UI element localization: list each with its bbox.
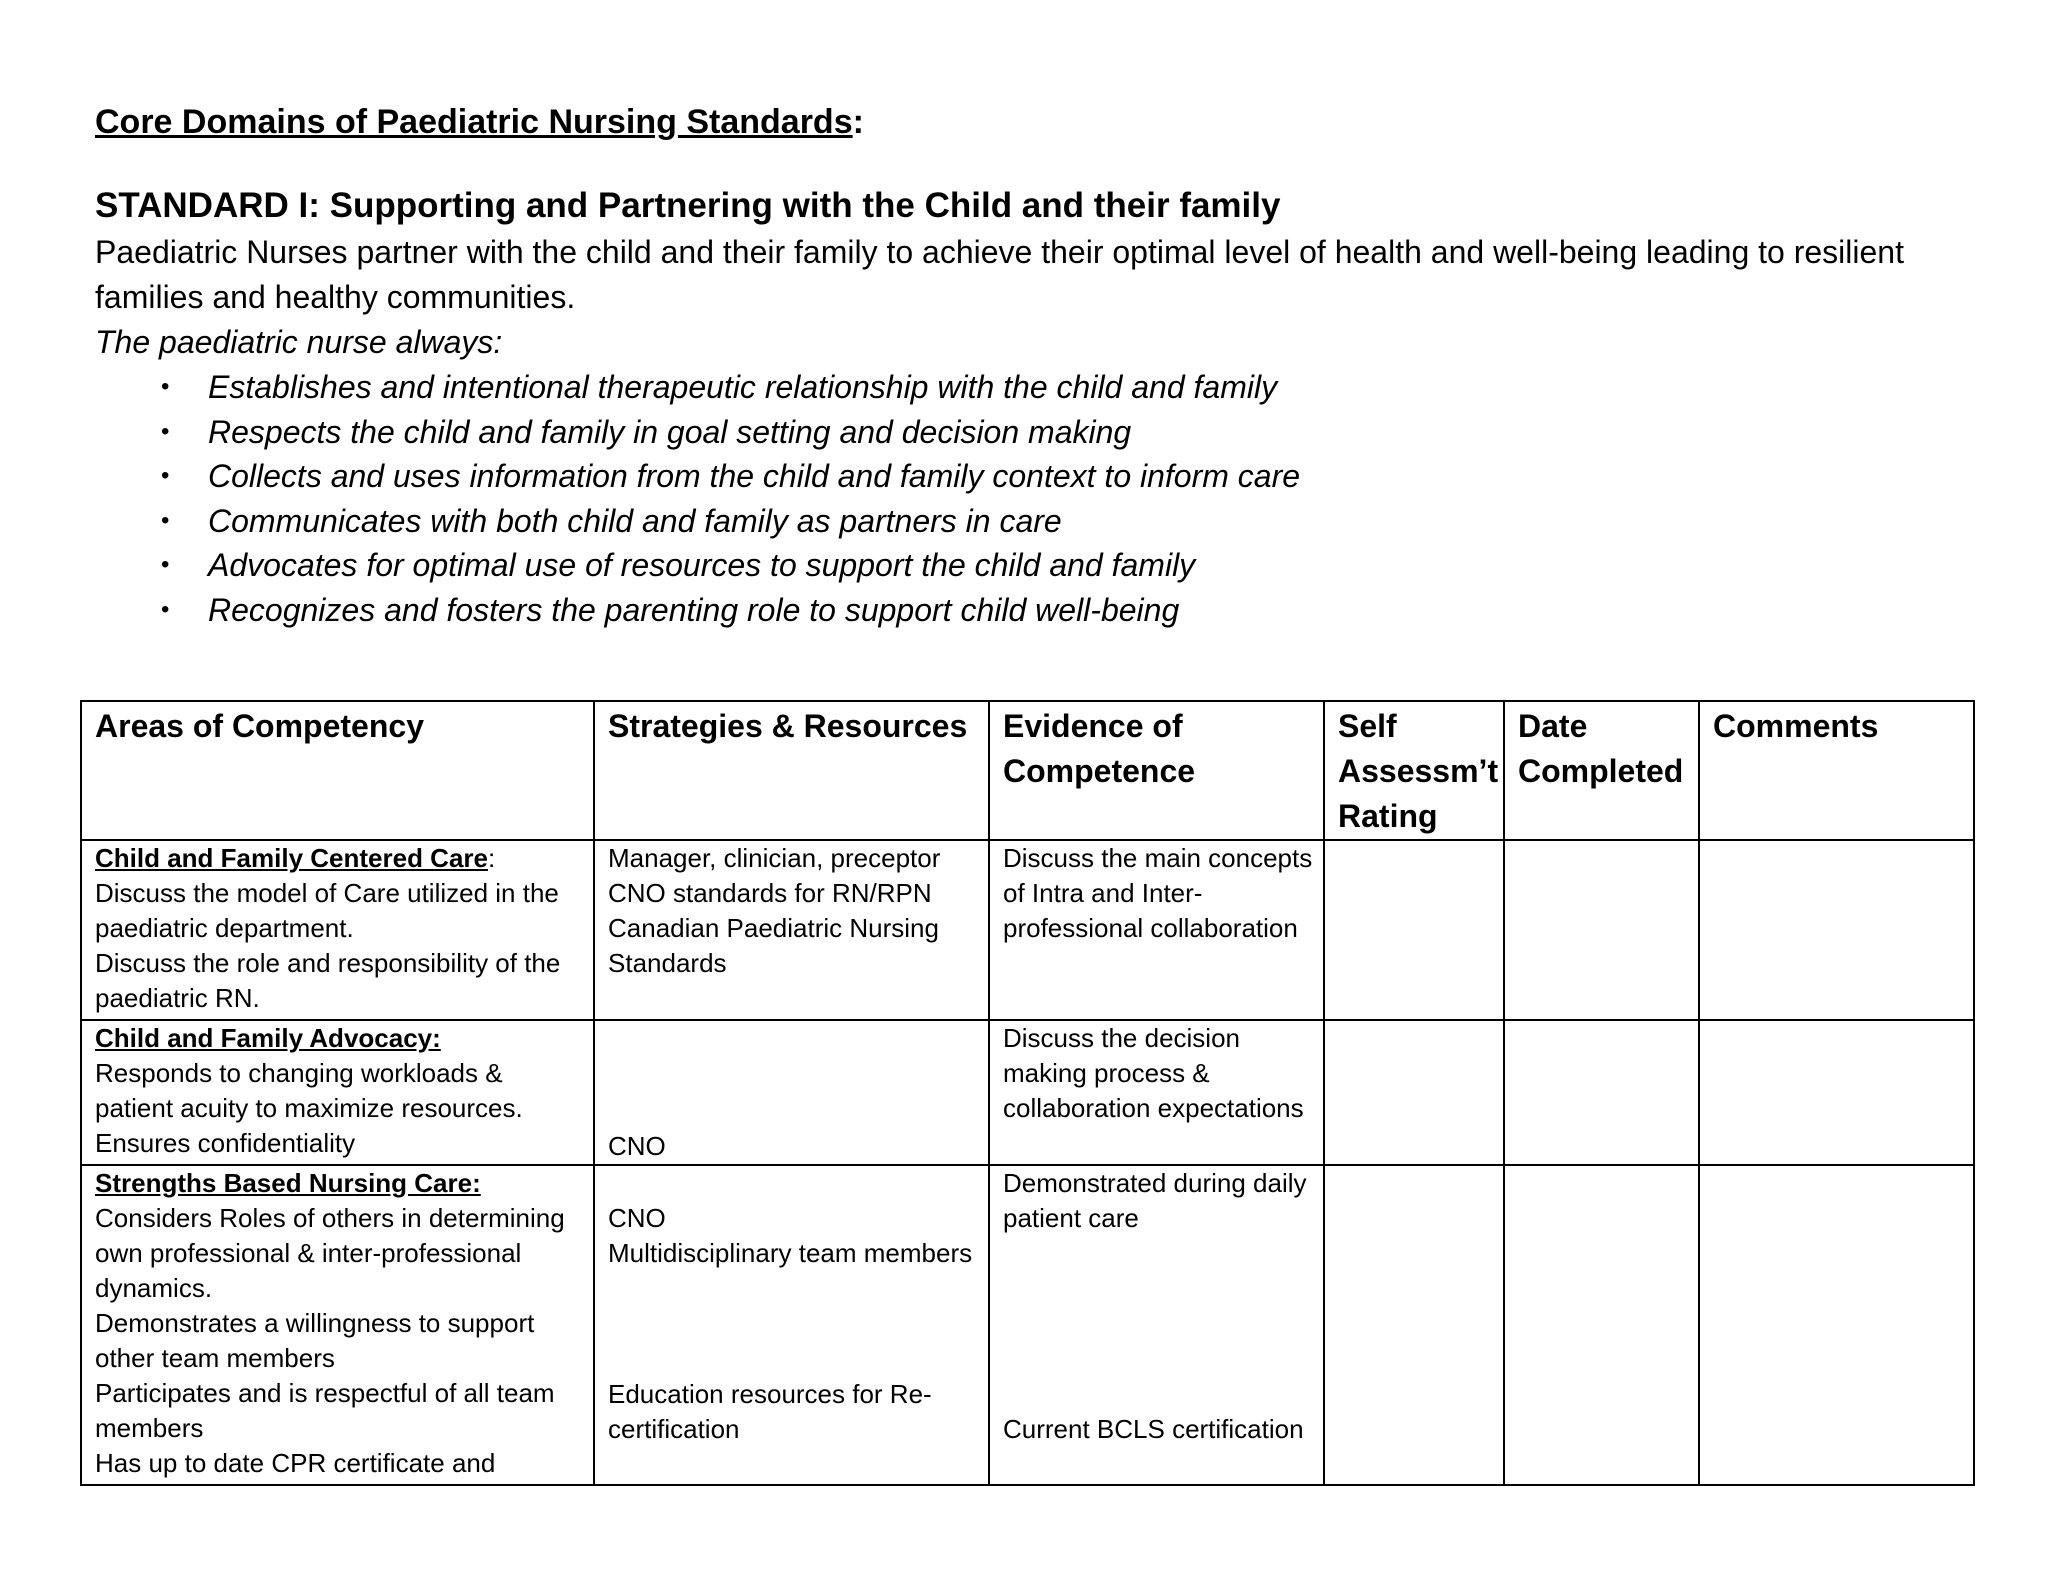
area-line: Has up to date CPR certificate and bbox=[95, 1448, 496, 1478]
bullet-icon: • bbox=[161, 595, 170, 623]
strategy-line: Multidisciplinary team members bbox=[608, 1238, 973, 1268]
bullet-text: Respects the child and family in goal setting and decision making bbox=[208, 413, 1132, 450]
document-title-text: Core Domains of Paediatric Nursing Standards bbox=[95, 103, 853, 141]
strategy-line: CNO bbox=[608, 1131, 666, 1161]
table-header-row bbox=[81, 701, 1974, 840]
strategy-line: Canadian Paediatric Nursing Standards bbox=[608, 913, 939, 978]
date-completed-cell[interactable] bbox=[1504, 1165, 1699, 1485]
bullet-icon: • bbox=[161, 373, 170, 400]
header-evidence-of-competence: Evidence of Competence bbox=[989, 701, 1324, 840]
area-line: Ensures confidentiality bbox=[95, 1128, 356, 1158]
comments-cell[interactable] bbox=[1699, 1020, 1974, 1165]
strategies-cell bbox=[594, 1165, 989, 1485]
bullet-text: Communicates with both child and family as partners in care bbox=[208, 502, 1062, 539]
competency-table bbox=[80, 700, 1975, 1486]
header-self-assessment-rating: Self Assessm’t Rating bbox=[1324, 701, 1504, 840]
area-title: Strengths Based Nursing Care: bbox=[95, 1168, 481, 1198]
area-line: Considers Roles of others in determining own professional & inter-professional dynamics. bbox=[95, 1203, 565, 1303]
strategy-line: Education resources for Re-certification bbox=[608, 1379, 932, 1444]
area-line: Discuss the role and responsibility of the paediatric RN. bbox=[95, 948, 561, 1013]
date-completed-cell[interactable] bbox=[1504, 840, 1699, 1020]
bullet-item bbox=[95, 543, 1300, 588]
evidence-text: Discuss the main concepts of Intra and Inter-professional collaboration bbox=[1003, 843, 1313, 943]
bullet-item bbox=[95, 499, 1300, 544]
bullet-text: Establishes and intentional therapeutic relationship with the child and family bbox=[208, 369, 1278, 405]
bullet-item bbox=[95, 410, 1300, 455]
header-comments: Comments bbox=[1699, 701, 1974, 840]
date-completed-cell[interactable] bbox=[1504, 1020, 1699, 1165]
area-cell bbox=[81, 1165, 594, 1485]
strategies-cell bbox=[594, 1020, 989, 1165]
comments-cell[interactable] bbox=[1699, 1165, 1974, 1485]
bullet-icon: • bbox=[161, 417, 170, 445]
strategy-line: Manager, clinician, preceptor bbox=[608, 843, 941, 873]
area-title-suffix: : bbox=[487, 843, 496, 873]
comments-cell[interactable] bbox=[1699, 840, 1974, 1020]
self-rating-cell[interactable] bbox=[1324, 1020, 1504, 1165]
strategy-line: CNO standards for RN/RPN bbox=[608, 878, 932, 908]
area-title: Child and Family Centered Care bbox=[95, 843, 488, 873]
self-rating-cell[interactable] bbox=[1324, 1165, 1504, 1485]
evidence-text: Current BCLS certification bbox=[1003, 1414, 1304, 1444]
spacer bbox=[608, 1166, 980, 1201]
evidence-text: Discuss the decision making process & collaboration expectations bbox=[1003, 1023, 1304, 1123]
standard-description: Paediatric Nurses partner with the child and their family to achieve their optimal level of health and well-being leading to resilient families and healthy communities. bbox=[95, 234, 1904, 315]
bullet-item bbox=[95, 454, 1300, 499]
bullet-icon: • bbox=[161, 551, 170, 579]
bullet-item bbox=[95, 365, 1300, 410]
bullet-item bbox=[95, 588, 1300, 633]
area-line: Participates and is respectful of all team members bbox=[95, 1378, 555, 1443]
table-row bbox=[81, 1165, 1974, 1485]
document-title bbox=[95, 98, 864, 146]
bullet-text: Collects and uses information from the child and family context to inform care bbox=[208, 458, 1301, 495]
area-line: Discuss the model of Care utilized in the paediatric department. bbox=[95, 878, 559, 943]
bullet-text: Advocates for optimal use of resources to support the child and family bbox=[208, 547, 1196, 584]
standard-bullet-list bbox=[95, 365, 1300, 633]
area-line: Responds to changing workloads & patient acuity to maximize resources. bbox=[95, 1058, 523, 1123]
area-cell bbox=[81, 840, 594, 1020]
area-cell bbox=[81, 1020, 594, 1165]
evidence-text: Demonstrated during daily patient care bbox=[1003, 1168, 1307, 1233]
standard-heading: STANDARD I: Supporting and Partnering with the Child and their family bbox=[95, 186, 1281, 225]
area-title: Child and Family Advocacy: bbox=[95, 1023, 441, 1053]
self-rating-cell[interactable] bbox=[1324, 840, 1504, 1020]
header-areas-of-competency: Areas of Competency bbox=[81, 701, 594, 840]
bullet-icon: • bbox=[161, 506, 170, 534]
header-strategies-resources: Strategies & Resources bbox=[594, 701, 989, 840]
strategy-line: CNO bbox=[608, 1203, 666, 1233]
table-row bbox=[81, 840, 1974, 1020]
strategies-cell bbox=[594, 840, 989, 1020]
document-title-suffix: : bbox=[852, 103, 864, 141]
table-row bbox=[81, 1020, 1974, 1165]
bullet-icon: • bbox=[161, 462, 170, 490]
evidence-cell bbox=[989, 840, 1324, 1020]
lead-in-text: The paediatric nurse always: bbox=[95, 324, 503, 360]
evidence-cell bbox=[989, 1020, 1324, 1165]
header-date-completed: Date Completed bbox=[1504, 701, 1699, 840]
evidence-cell bbox=[989, 1165, 1324, 1485]
bullet-text: Recognizes and fosters the parenting role to support child well-being bbox=[208, 591, 1180, 628]
area-line: Demonstrates a willingness to support other team members bbox=[95, 1308, 535, 1373]
